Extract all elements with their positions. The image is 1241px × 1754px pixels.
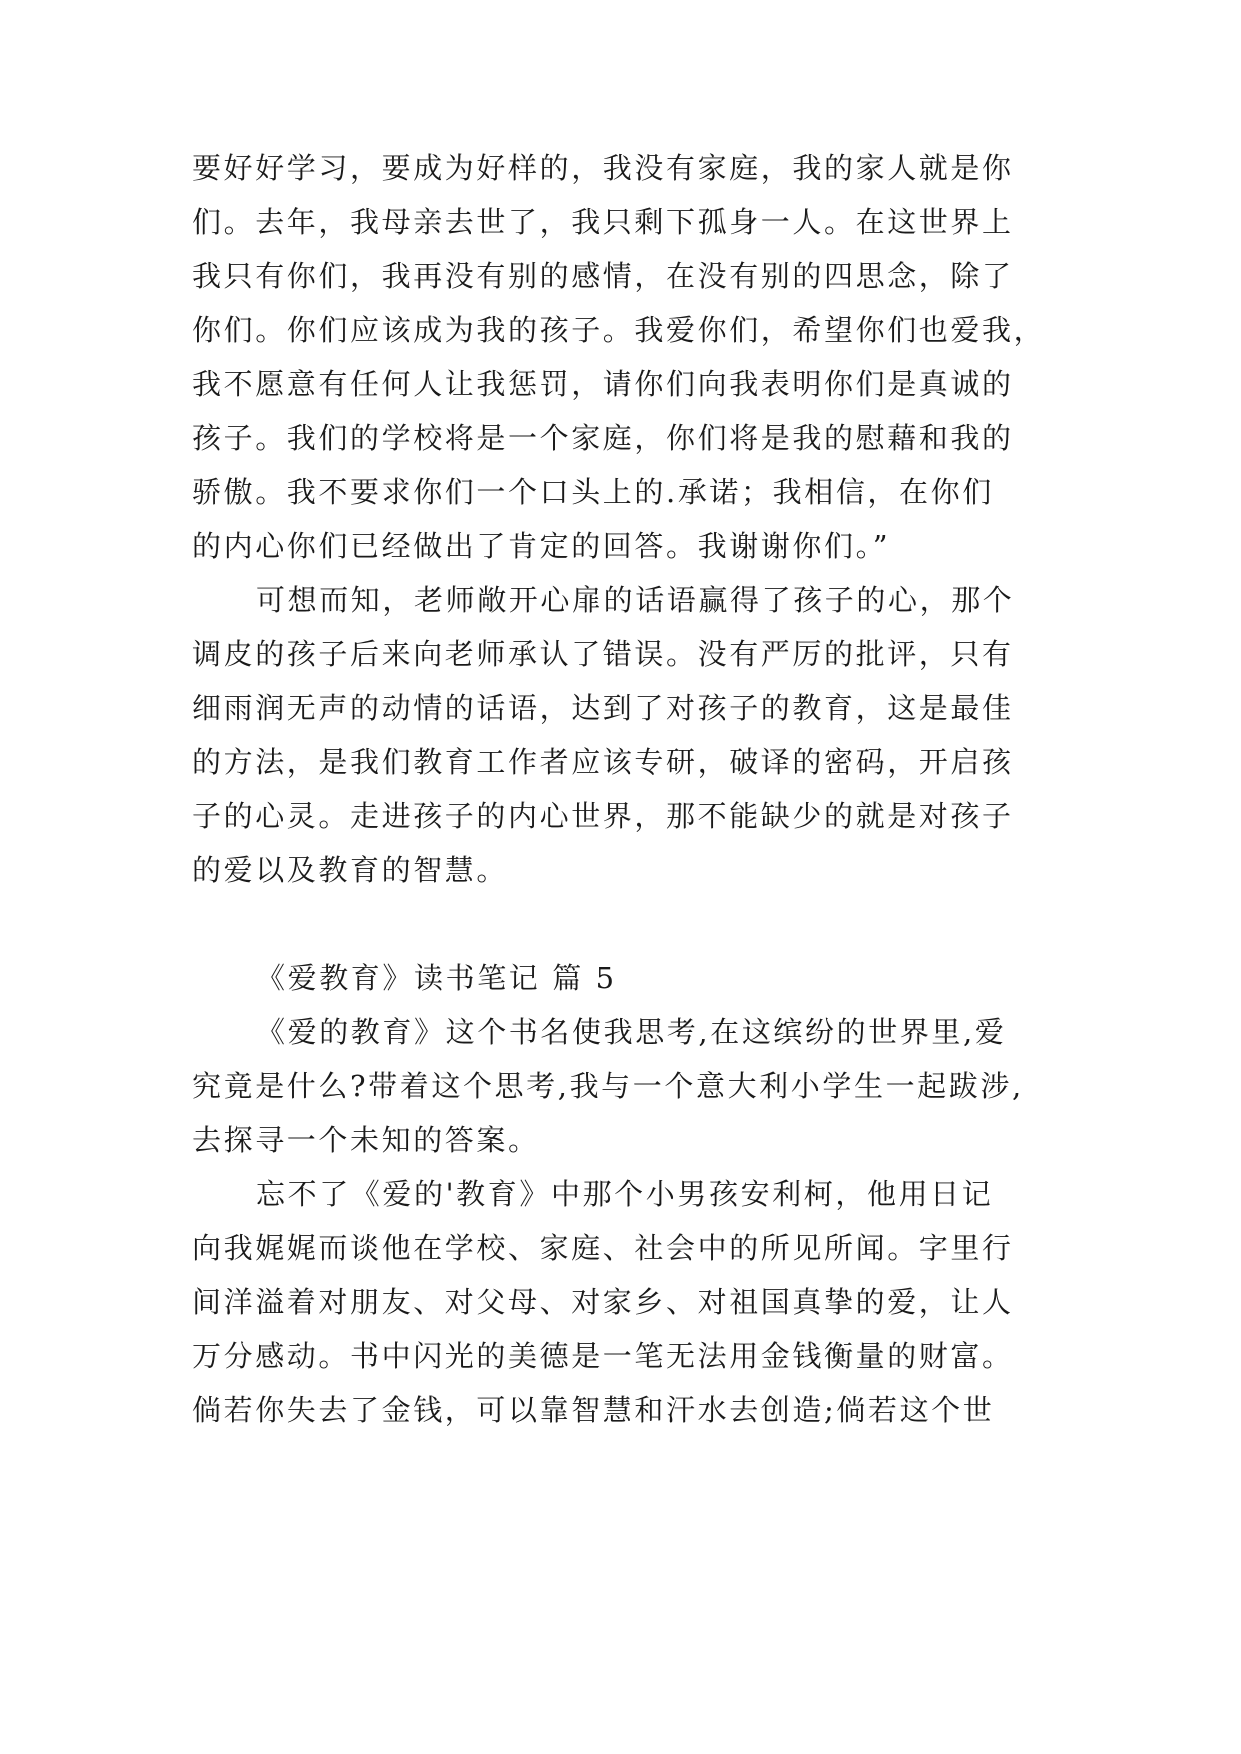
paragraph-2-line: 子的心灵。走进孩子的内心世界，那不能缺少的就是对孩子: [192, 799, 1014, 833]
paragraph-1-line: 要好好学习，要成为好样的，我没有家庭，我的家人就是你: [192, 151, 1014, 185]
paragraph-2-line: 调皮的孩子后来向老师承认了错误。没有严厉的批评，只有: [192, 637, 1014, 671]
paragraph-1-line: 你们。你们应该成为我的孩子。我爱你们，希望你们也爱我，: [192, 313, 1046, 347]
paragraph-1-line: 我不愿意有任何人让我惩罚，请你们向我表明你们是真诚的: [192, 367, 1014, 401]
paragraph-2-line: 可想而知，老师敞开心扉的话语赢得了孩子的心，那个: [256, 583, 1015, 617]
paragraph-1-line: 们。去年，我母亲去世了，我只剩下孤身一人。在这世界上: [192, 205, 1014, 239]
paragraph-3-line: 《爱的教育》这个书名使我思考,在这缤纷的世界里,爱: [256, 1015, 1007, 1049]
paragraph-4-line: 忘不了《爱的'教育》中那个小男孩安利柯，他用日记: [256, 1177, 994, 1211]
paragraph-1-line: 骄傲。我不要求你们一个口头上的.承诺；我相信，在你们: [192, 475, 994, 509]
paragraph-2-line: 的方法，是我们教育工作者应该专研，破译的密码，开启孩: [192, 745, 1014, 779]
paragraph-3-line: 究竟是什么?带着这个思考,我与一个意大利小学生一起跋涉,: [192, 1069, 1024, 1103]
paragraph-3-line: 去探寻一个未知的答案。: [192, 1123, 540, 1157]
paragraph-2-line: 的爱以及教育的智慧。: [192, 853, 509, 887]
paragraph-2-line: 细雨润无声的动情的话语，达到了对孩子的教育，这是最佳: [192, 691, 1014, 725]
paragraph-1-line: 我只有你们，我再没有别的感情，在没有别的四思念，除了: [192, 259, 1014, 293]
paragraph-1-line: 的内心你们已经做出了肯定的回答。我谢谢你们。”: [192, 529, 891, 563]
paragraph-4-line: 间洋溢着对朋友、对父母、对家乡、对祖国真挚的爱，让人: [192, 1285, 1014, 1319]
paragraph-4-line: 向我娓娓而谈他在学校、家庭、社会中的所见所闻。字里行: [192, 1231, 1014, 1265]
section-heading: 《爱教育》读书笔记 篇 5: [256, 961, 617, 995]
paragraph-4-line: 万分感动。书中闪光的美德是一笔无法用金钱衡量的财富。: [192, 1339, 1014, 1373]
paragraph-4-line: 倘若你失去了金钱，可以靠智慧和汗水去创造;倘若这个世: [192, 1393, 995, 1427]
paragraph-1-line: 孩子。我们的学校将是一个家庭，你们将是我的慰藉和我的: [192, 421, 1014, 455]
